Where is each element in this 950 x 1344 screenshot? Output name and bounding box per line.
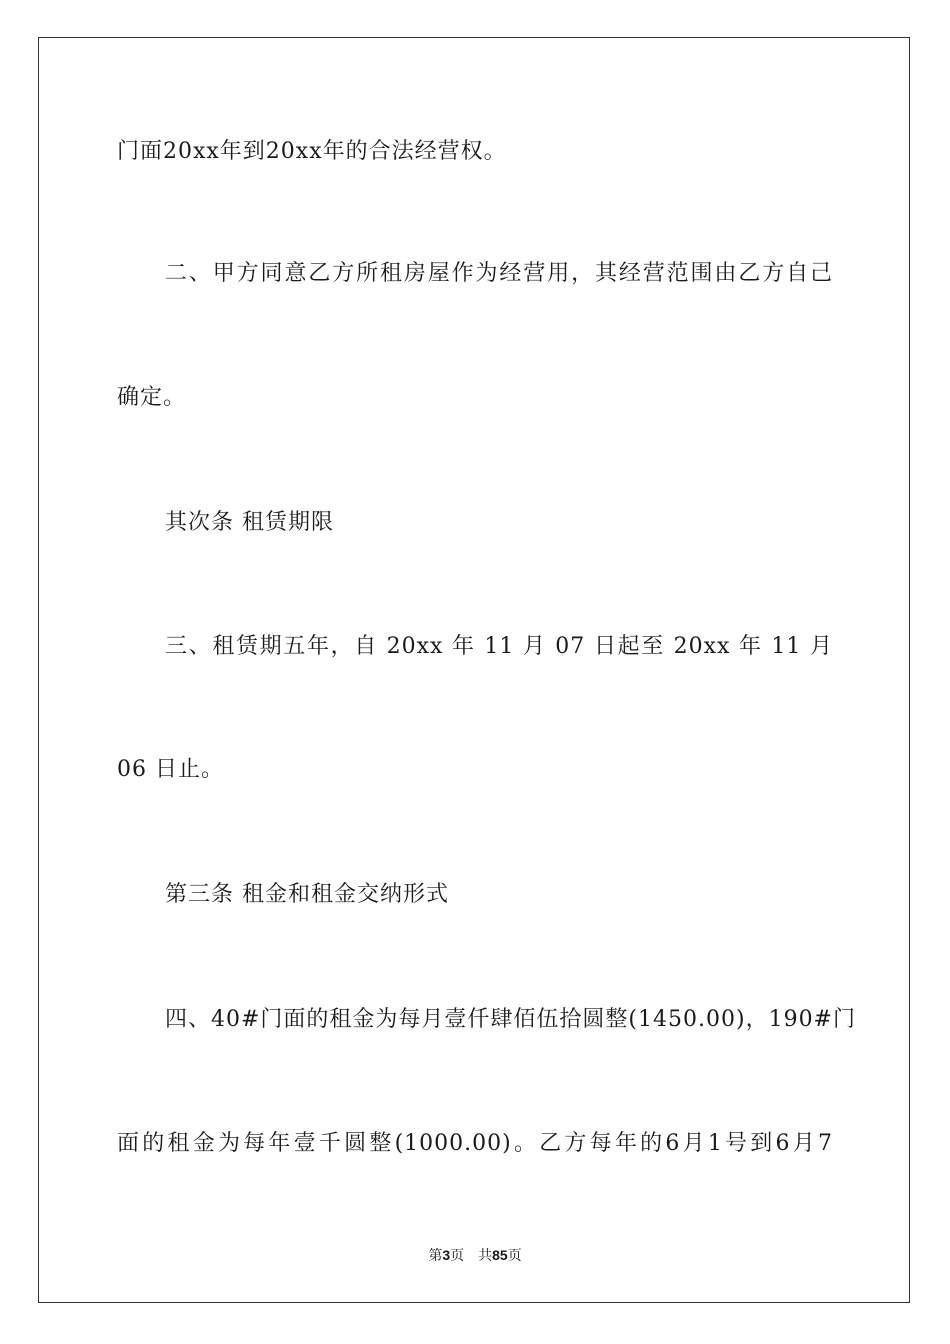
body-line-4: 三、租赁期五年，自 20xx 年 11 月 07 日起至 20xx 年 11 月 — [165, 634, 833, 659]
page-frame — [38, 37, 910, 1303]
section-heading-rent: 第三条 租金和租金交纳形式 — [165, 882, 449, 907]
footer-page-prefix: 第 — [428, 1248, 443, 1264]
page-footer — [0, 1246, 950, 1265]
footer-total-suffix: 页 — [507, 1248, 522, 1264]
footer-page-suffix: 页 — [450, 1248, 465, 1264]
footer-total-pages: 85 — [492, 1247, 508, 1263]
footer-page-number: 3 — [442, 1247, 451, 1263]
section-heading-term: 其次条 租赁期限 — [165, 510, 334, 535]
body-line-5: 06 日止。 — [117, 757, 224, 782]
body-line-1: 门面20xx年到20xx年的合法经营权。 — [117, 139, 507, 164]
body-line-7: 面的租金为每年壹千圆整(1000.00)。乙方每年的6月1号到6月7 — [117, 1131, 833, 1156]
body-line-3: 确定。 — [117, 385, 187, 410]
footer-total-prefix: 共 — [478, 1248, 493, 1264]
body-line-2: 二、甲方同意乙方所租房屋作为经营用，其经营范围由乙方自己 — [165, 261, 833, 286]
body-line-6: 四、40#门面的租金为每月壹仟肆佰伍拾圆整(1450.00)，190#门 — [165, 1007, 856, 1032]
